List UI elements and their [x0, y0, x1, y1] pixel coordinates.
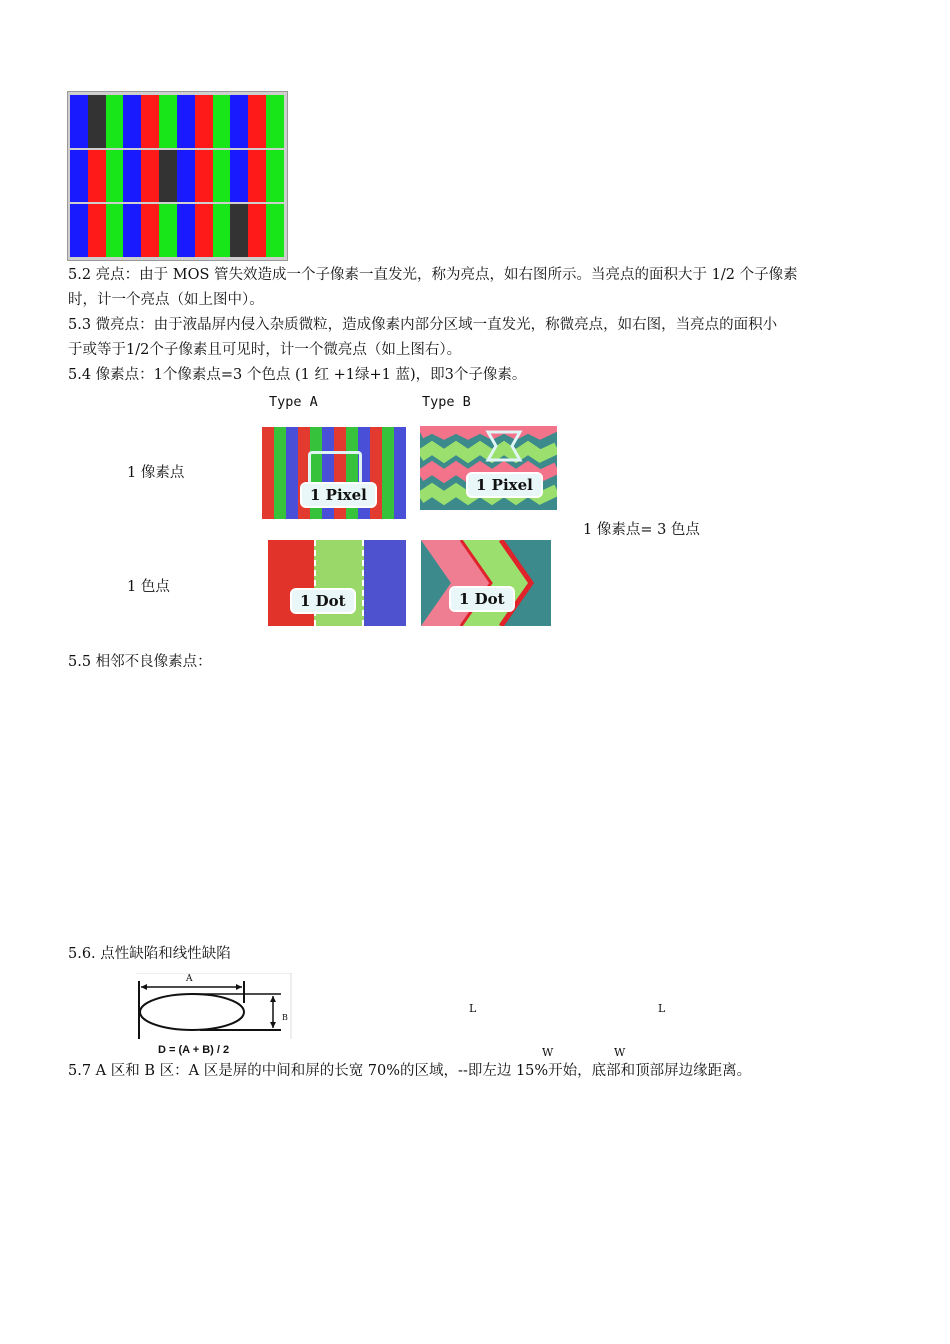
subpixel [230, 95, 248, 148]
subpixel [266, 95, 284, 148]
pixel-label-b: 1 Pixel [466, 472, 543, 498]
type-b-pixel-image [420, 426, 557, 510]
subpixel [106, 204, 124, 257]
ellipse-measurement-figure [136, 973, 292, 1056]
subpixel [141, 150, 159, 203]
subpixel [213, 204, 231, 257]
subpixel [159, 95, 177, 148]
subpixel-row [70, 204, 284, 257]
width-mark-2: W [614, 1046, 626, 1059]
subpixel [195, 204, 213, 257]
type-a-header: Type A [269, 394, 318, 410]
subpixel [106, 95, 124, 148]
subpixel-grid [70, 95, 284, 257]
subpixel [248, 204, 266, 257]
subpixel [123, 150, 141, 203]
dark-subpixel [88, 95, 106, 148]
paragraph-5-5: 5.5 相邻不良像素点： [68, 654, 212, 670]
subpixel [177, 204, 195, 257]
subpixel-row [70, 150, 284, 203]
pixel-dot-equation: 1 像素点= 3 色点 [583, 522, 700, 538]
subpixel [195, 95, 213, 148]
dot-label-a: 1 Dot [290, 588, 356, 614]
diameter-formula: D = (A + B) / 2 [158, 1044, 230, 1056]
subpixel [141, 95, 159, 148]
type-b-header: Type B [422, 394, 471, 410]
dot-label-b: 1 Dot [449, 586, 515, 612]
bright-dot-defect-image [67, 91, 288, 261]
subpixel [70, 204, 88, 257]
ellipse-label-b: B [282, 1013, 288, 1022]
subpixel [177, 150, 195, 203]
paragraph-5-2-line-2: 时，计一个亮点（如上图中）。 [68, 292, 264, 308]
paragraph-5-2-line-1: 5.2 亮点：由于 MOS 管失效造成一个子像素一直发光，称为亮点，如右图所示。当亮点的面积大于 1/2 个子像素 [68, 267, 798, 283]
dark-subpixel [230, 204, 248, 257]
paragraph-5-4: 5.4 像素点：1个像素点=3 个色点 (1 红 +1绿+1 蓝)，即3个子像素。 [68, 367, 527, 383]
paragraph-5-3-line-1: 5.3 微亮点：由于液晶屏内侵入杂质微粒，造成像素内部分区域一直发光，称微亮点，如右图，当亮点的面积小 [68, 317, 778, 333]
subpixel [123, 204, 141, 257]
paragraph-5-3-line-2: 于或等于1/2个子像素且可见时，计一个微亮点（如上图右）。 [68, 342, 462, 358]
subpixel [88, 150, 106, 203]
ellipse-label-a: A [186, 974, 193, 984]
length-mark-1: L [469, 1002, 477, 1015]
type-a-dot-image [268, 540, 406, 626]
subpixel [195, 150, 213, 203]
type-b-dot-image [421, 540, 551, 626]
paragraph-5-6: 5.6. 点性缺陷和线性缺陷 [68, 946, 231, 962]
subpixel [177, 95, 195, 148]
subpixel [248, 150, 266, 203]
paragraph-5-7: 5.7 A 区和 B 区：A 区是屏的中间和屏的长宽 70%的区域，--即左边 15%开始，底部和顶部屏边缘距离。 [68, 1063, 752, 1079]
pixel-label-a: 1 Pixel [300, 482, 377, 508]
width-mark-1: W [542, 1046, 554, 1059]
subpixel [230, 150, 248, 203]
row-label-dot: 1 色点 [127, 579, 170, 595]
subpixel [266, 150, 284, 203]
subpixel [88, 204, 106, 257]
type-a-pixel-image [262, 427, 406, 519]
subpixel [248, 95, 266, 148]
subpixel [141, 204, 159, 257]
subpixel [70, 150, 88, 203]
subpixel [213, 95, 231, 148]
row-label-pixel: 1 像素点 [127, 465, 185, 481]
subpixel [159, 204, 177, 257]
subpixel-row [70, 95, 284, 148]
dark-subpixel [159, 150, 177, 203]
subpixel [266, 204, 284, 257]
length-mark-2: L [658, 1002, 666, 1015]
subpixel [213, 150, 231, 203]
subpixel [70, 95, 88, 148]
subpixel [106, 150, 124, 203]
subpixel [123, 95, 141, 148]
